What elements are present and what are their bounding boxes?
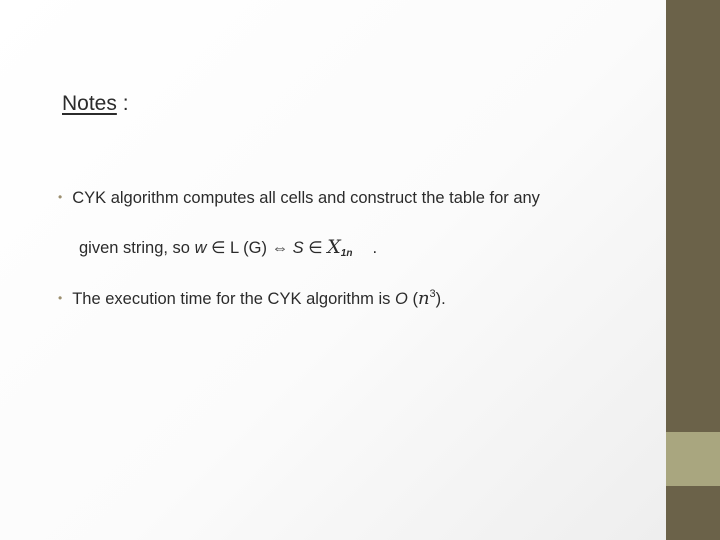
bullet-1 (58, 189, 540, 208)
iff-symbol: ⇔ (271, 239, 289, 257)
open-paren: ( (407, 290, 418, 308)
var-x-subscript: 1n (340, 248, 353, 259)
element-of: ∈ (303, 239, 328, 257)
close-paren: ). (435, 290, 446, 308)
bullet-dot: • (58, 291, 63, 305)
continuation-text: given string, so (79, 239, 195, 257)
period: . (372, 239, 378, 257)
var-w: w (194, 239, 207, 257)
bullet-2 (58, 288, 446, 309)
var-s: S (288, 239, 304, 257)
bullet-dot: • (58, 190, 63, 204)
slide-title (62, 92, 129, 116)
exponent: 3 (429, 288, 436, 300)
title-word: Notes (62, 92, 117, 115)
title-suffix: : (116, 92, 129, 115)
membership-text: ∈ L (G) (206, 239, 272, 257)
var-x: X (327, 236, 341, 258)
bullet-1-continuation (79, 236, 377, 259)
bullet-2-text: The execution time for the CYK algorithm is (72, 290, 396, 308)
big-o: O (395, 290, 408, 308)
side-accent-block (666, 432, 720, 486)
bullet-1-text: CYK algorithm computes all cells and construct the table for any (72, 189, 540, 207)
var-n: n (417, 288, 430, 309)
